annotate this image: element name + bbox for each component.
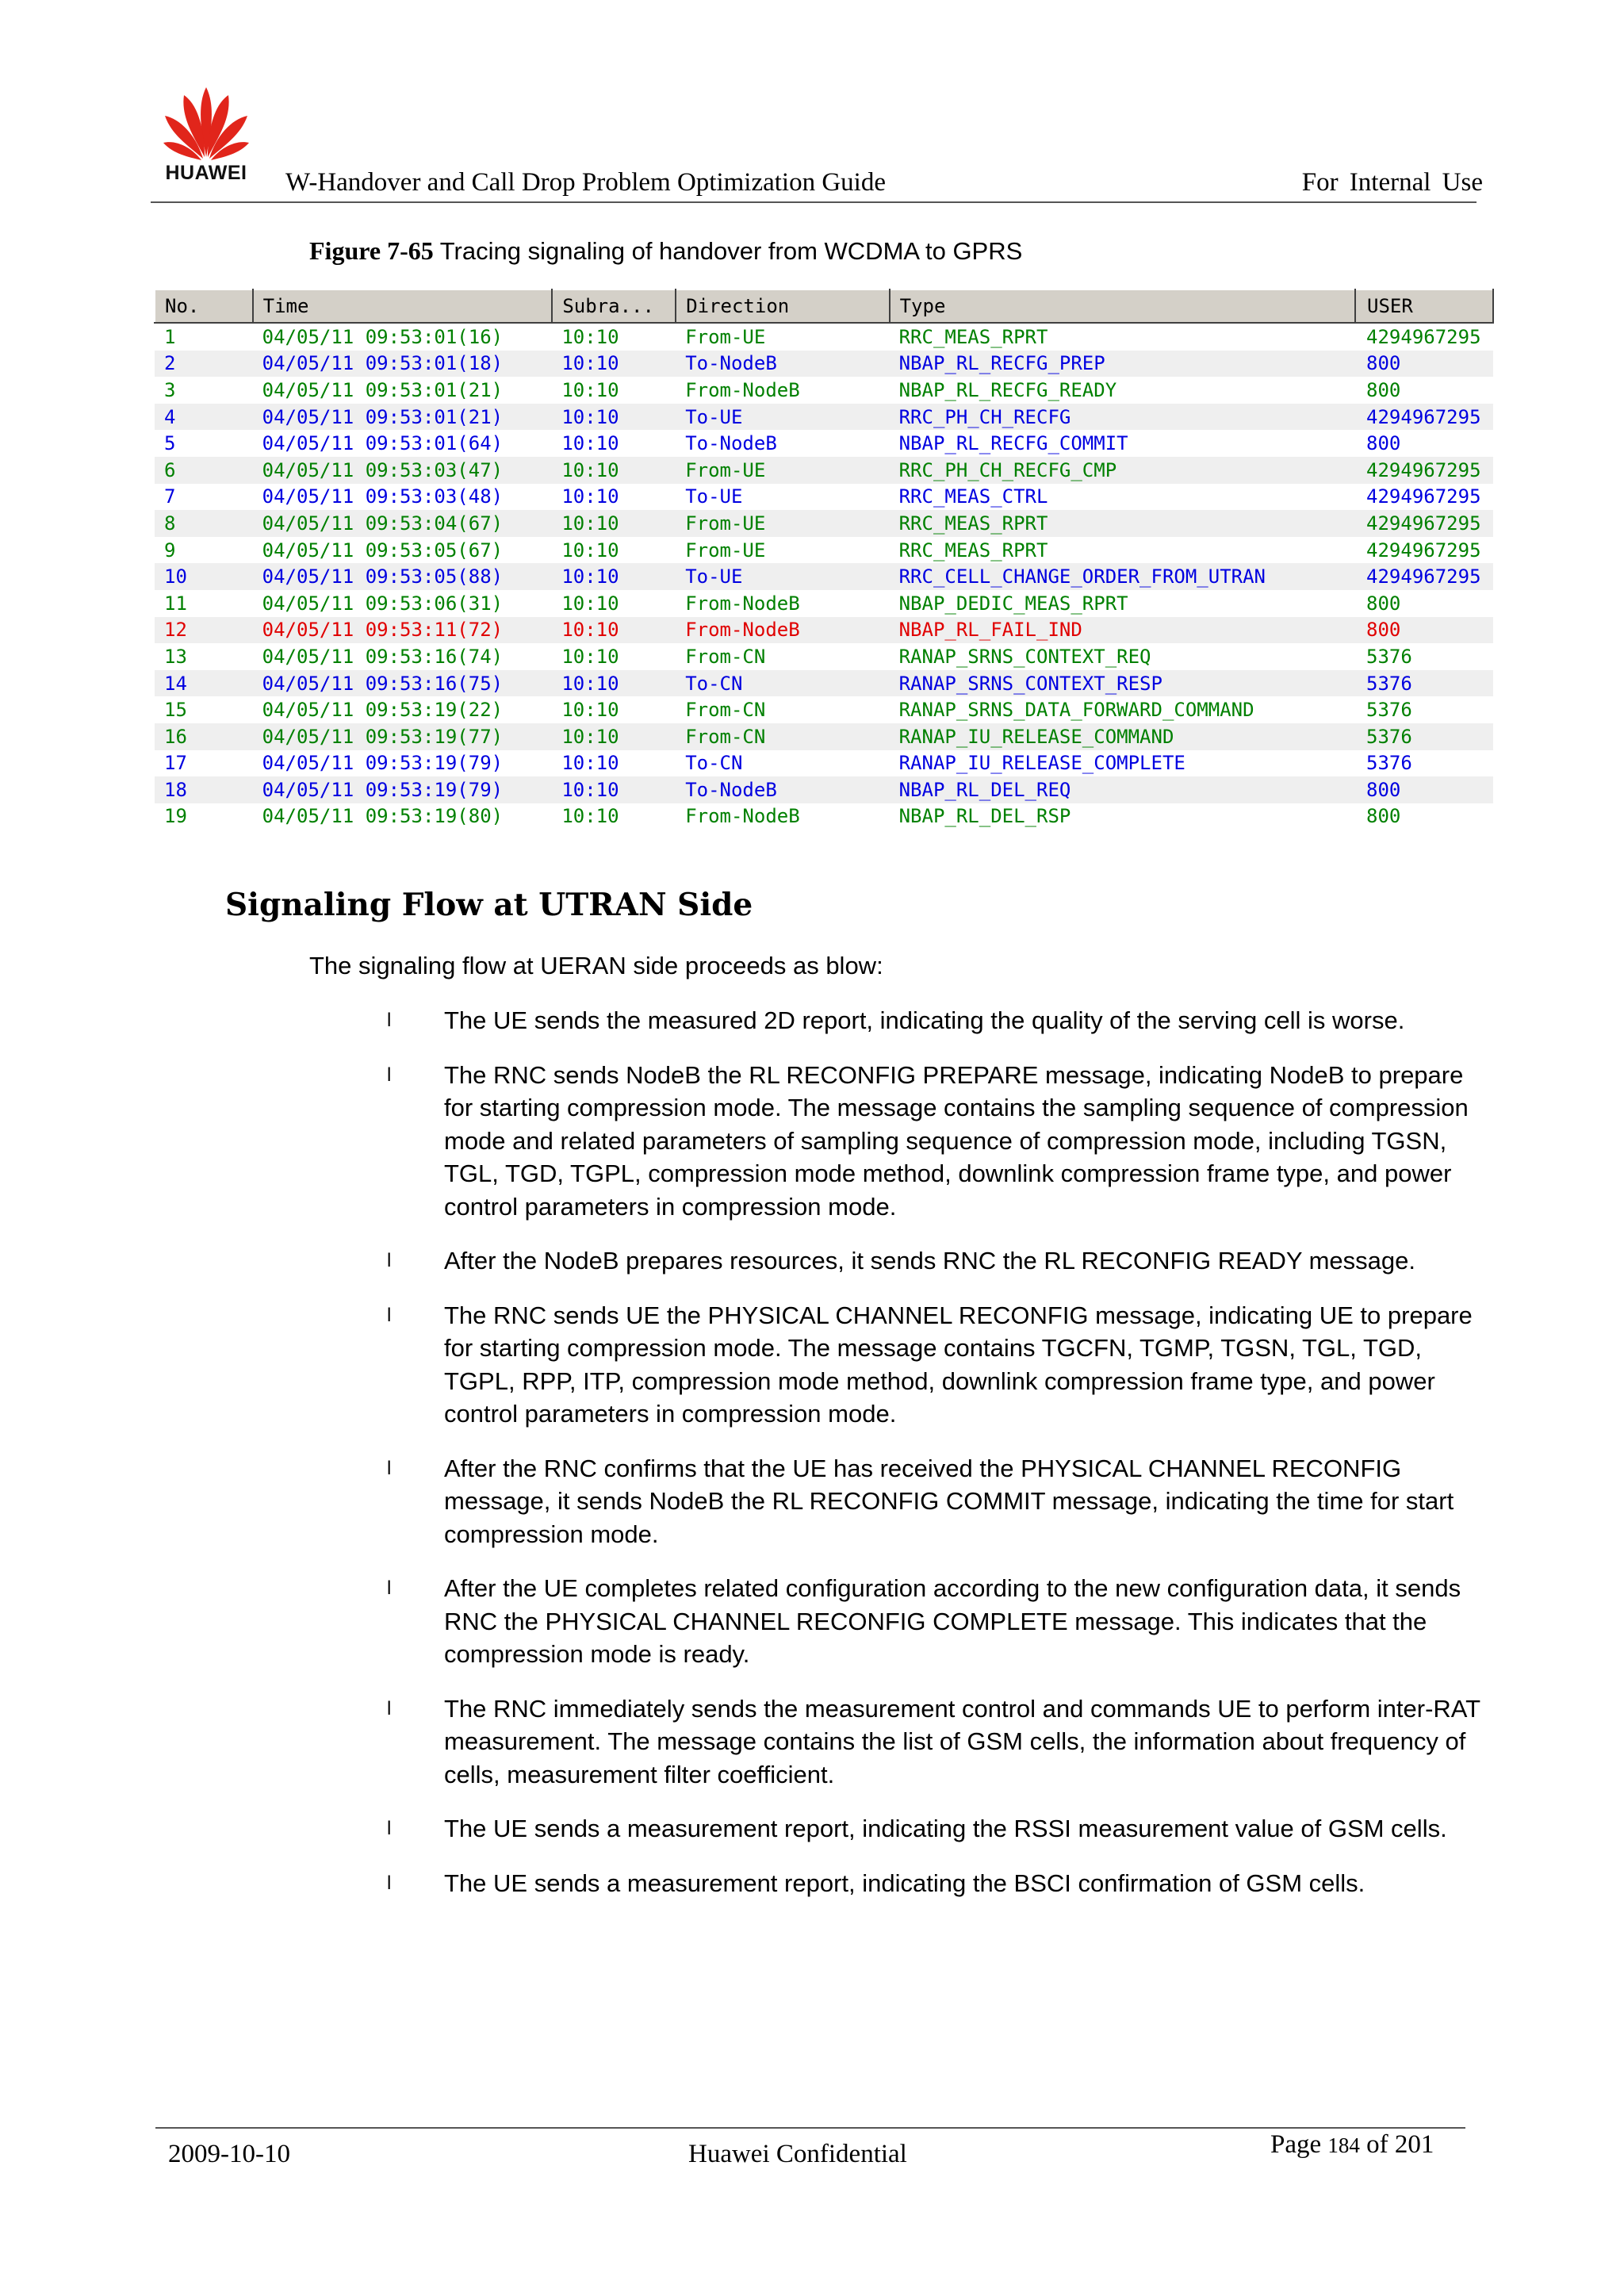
cell-direction: To-NodeB (685, 432, 777, 455)
cell-direction: From-CN (685, 699, 766, 722)
cell-no: 19 (164, 805, 187, 828)
bullet-mark: l (387, 1872, 392, 1894)
table-row[interactable] (155, 484, 1493, 511)
signaling-trace-table (154, 289, 1494, 830)
bullet-mark: l (387, 1697, 392, 1719)
cell-user: 5376 (1355, 723, 1493, 750)
cell-subrack: 10:10 (552, 404, 676, 431)
cell-no: 8 (155, 510, 253, 537)
cell-subrack: 10:10 (561, 432, 619, 455)
page-header (151, 79, 1483, 203)
table-row[interactable] (155, 803, 1493, 830)
list-item-text: The UE sends the measured 2D report, indicating the quality of the serving cell is worse. (444, 1006, 1405, 1034)
cell-direction: From-NodeB (676, 617, 889, 644)
cell-type: RRC_MEAS_CTRL (898, 485, 1048, 508)
cell-no: 18 (155, 776, 253, 803)
cell-user: 4294967295 (1366, 325, 1481, 348)
cell-subrack: 10:10 (552, 351, 676, 378)
cell-time: 04/05/11 09:53:01(21) (262, 378, 504, 401)
cell-subrack: 10:10 (561, 325, 619, 348)
footer-divider (155, 2127, 1465, 2129)
column-header-subrack[interactable]: Subra... (552, 289, 676, 323)
cell-user: 800 (1366, 378, 1401, 401)
table-header-row (155, 289, 1493, 323)
cell-type: NBAP_RL_DEL_RSP (898, 805, 1071, 828)
cell-time: 04/05/11 09:53:03(48) (262, 485, 504, 508)
list-item-text: The RNC sends NodeB the RL RECONFIG PREPARE message, indicating NodeB to prepare for starting compression mode. The message contains the sampling sequence of compression mode and related parameters of sampling sequence of compression mode, including TGSN, TGL, TGD, TGPL, compression mode method, downlink compression frame type, and power control parameters in compression mode. (444, 1060, 1469, 1221)
document-title: W-Handover and Call Drop Problem Optimization Guide (285, 168, 887, 197)
list-item (381, 1452, 1491, 1551)
cell-type: RANAP_SRNS_DATA_FORWARD_COMMAND (898, 699, 1254, 722)
cell-user: 5376 (1366, 645, 1412, 668)
cell-direction: To-NodeB (676, 351, 889, 378)
cell-direction: To-CN (676, 670, 889, 697)
page-prefix: Page (1270, 2130, 1328, 2159)
column-header-time[interactable]: Time (253, 289, 553, 323)
cell-direction: From-CN (676, 723, 889, 750)
cell-type: RANAP_IU_RELEASE_COMMAND (890, 723, 1355, 750)
cell-time: 04/05/11 09:53:01(64) (262, 432, 504, 455)
list-item (381, 1692, 1491, 1792)
cell-time: 04/05/11 09:53:19(80) (262, 805, 504, 828)
cell-type: RANAP_SRNS_CONTEXT_REQ (898, 645, 1151, 668)
cell-subrack: 10:10 (552, 617, 676, 644)
table-row[interactable] (155, 404, 1493, 431)
cell-subrack: 10:10 (552, 723, 676, 750)
cell-type: RRC_MEAS_RPRT (890, 510, 1355, 537)
cell-no: 1 (164, 325, 176, 348)
cell-subrack: 10:10 (552, 510, 676, 537)
logo-wordmark: HUAWEI (165, 162, 247, 184)
cell-type: RRC_MEAS_RPRT (898, 325, 1048, 348)
cell-user: 800 (1355, 351, 1493, 378)
list-item-text: The RNC immediately sends the measurement control and commands UE to perform inter-RAT measurement. The message contains the list of GSM cells, the information about frequency of cells, measurement filter coefficient. (444, 1694, 1480, 1788)
table-body (155, 323, 1493, 830)
cell-direction: From-CN (685, 645, 766, 668)
column-header-user[interactable]: USER (1355, 289, 1493, 323)
cell-user: 800 (1355, 617, 1493, 644)
cell-no: 6 (155, 457, 253, 484)
cell-direction: From-UE (685, 325, 766, 348)
column-header-direction[interactable]: Direction (676, 289, 889, 323)
cell-direction: From-UE (676, 457, 889, 484)
cell-type: NBAP_RL_RECFG_READY (898, 378, 1117, 401)
cell-no: 17 (164, 752, 187, 775)
cell-type: NBAP_RL_DEL_REQ (890, 776, 1355, 803)
cell-no: 2 (155, 351, 253, 378)
footer-page-number (1270, 2130, 1434, 2160)
cell-user: 5376 (1366, 699, 1412, 722)
cell-direction: From-UE (676, 510, 889, 537)
cell-no: 15 (164, 699, 187, 722)
cell-time: 04/05/11 09:53:19(79) (253, 776, 553, 803)
cell-time: 04/05/11 09:53:06(31) (262, 592, 504, 615)
cell-direction: From-NodeB (685, 592, 800, 615)
section-heading: Signaling Flow at UTRAN Side (225, 887, 753, 923)
cell-user: 800 (1366, 592, 1401, 615)
cell-no: 3 (164, 378, 176, 401)
list-item-text: The RNC sends UE the PHYSICAL CHANNEL RECONFIG message, indicating UE to prepare for starting compression mode. The message contains TGCFN, TGMP, TGSN, TGL, TGD, TGPL, RPP, ITP, compression mode method, downlink compression frame type, and power control parameters in compression mode. (444, 1301, 1473, 1428)
cell-no: 16 (155, 723, 253, 750)
signaling-steps-list (381, 1004, 1491, 1921)
cell-subrack: 10:10 (552, 670, 676, 697)
cell-direction: To-NodeB (676, 776, 889, 803)
cell-type: RRC_PH_CH_RECFG (890, 404, 1355, 431)
table-row[interactable] (155, 510, 1493, 537)
list-item (381, 1004, 1491, 1037)
cell-user: 5376 (1366, 752, 1412, 775)
cell-user: 4294967295 (1355, 510, 1493, 537)
huawei-petals-icon (162, 84, 251, 160)
cell-user: 4294967295 (1355, 404, 1493, 431)
cell-direction: To-CN (685, 752, 743, 775)
table-row[interactable] (155, 563, 1493, 590)
cell-type: RRC_MEAS_RPRT (898, 539, 1048, 562)
cell-time: 04/05/11 09:53:03(47) (253, 457, 553, 484)
cell-subrack: 10:10 (552, 457, 676, 484)
table-row[interactable] (155, 457, 1493, 484)
table-row[interactable] (155, 723, 1493, 750)
cell-user: 5376 (1355, 670, 1493, 697)
page-middle: of (1359, 2130, 1395, 2159)
list-item (381, 1299, 1491, 1431)
page-total: 201 (1394, 2130, 1434, 2159)
bullet-mark: l (387, 1250, 392, 1271)
table-row[interactable] (155, 537, 1493, 564)
bullet-mark: l (387, 1457, 392, 1479)
cell-direction: To-UE (685, 485, 743, 508)
cell-type: RANAP_IU_RELEASE_COMPLETE (898, 752, 1185, 775)
cell-no: 9 (164, 539, 176, 562)
cell-type: NBAP_RL_RECFG_COMMIT (898, 432, 1128, 455)
cell-time: 04/05/11 09:53:19(22) (262, 699, 504, 722)
cell-time: 04/05/11 09:53:01(16) (262, 325, 504, 348)
cell-subrack: 10:10 (561, 645, 619, 668)
list-item (381, 1244, 1491, 1278)
cell-type: NBAP_RL_RECFG_PREP (890, 351, 1355, 378)
cell-no: 4 (155, 404, 253, 431)
cell-subrack: 10:10 (561, 539, 619, 562)
figure-caption-text: Tracing signaling of handover from WCDMA to GPRS (433, 237, 1023, 265)
table-row[interactable] (155, 750, 1493, 777)
cell-subrack: 10:10 (561, 805, 619, 828)
column-header-type[interactable]: Type (890, 289, 1355, 323)
table-row[interactable] (155, 643, 1493, 670)
list-item-text: The UE sends a measurement report, indicating the BSCI confirmation of GSM cells. (444, 1869, 1365, 1897)
bullet-mark: l (387, 1304, 392, 1326)
section-intro: The signaling flow at UERAN side proceeds as blow: (309, 952, 883, 979)
cell-subrack: 10:10 (561, 592, 619, 615)
cell-user: 4294967295 (1366, 539, 1481, 562)
table-row[interactable] (155, 377, 1493, 404)
cell-no: 5 (164, 432, 176, 455)
cell-no: 10 (155, 563, 253, 590)
classification-label: For Internal Use (1301, 168, 1483, 197)
page-current: 184 (1327, 2133, 1360, 2157)
cell-direction: From-NodeB (685, 805, 800, 828)
huawei-logo (151, 84, 262, 195)
list-item-text: After the UE completes related configuration according to the new configuration data, it sends RNC the PHYSICAL CHANNEL RECONFIG COMPLETE message. This indicates that the compression mode is ready. (444, 1574, 1461, 1668)
cell-time: 04/05/11 09:53:16(74) (262, 645, 504, 668)
header-divider (151, 201, 1477, 203)
cell-direction: To-UE (676, 563, 889, 590)
cell-type: RRC_PH_CH_RECFG_CMP (890, 457, 1355, 484)
table-row[interactable] (155, 776, 1493, 803)
cell-no: 7 (164, 485, 176, 508)
cell-no: 13 (164, 645, 187, 668)
table-row[interactable] (155, 430, 1493, 457)
list-item (381, 1059, 1491, 1224)
cell-time: 04/05/11 09:53:11(72) (253, 617, 553, 644)
cell-type: NBAP_RL_FAIL_IND (890, 617, 1355, 644)
table-row[interactable] (155, 351, 1493, 378)
table-row[interactable] (155, 323, 1493, 351)
footer-date: 2009-10-10 (168, 2140, 290, 2168)
cell-time: 04/05/11 09:53:16(75) (253, 670, 553, 697)
cell-subrack: 10:10 (561, 752, 619, 775)
cell-subrack: 10:10 (552, 563, 676, 590)
cell-subrack: 10:10 (561, 699, 619, 722)
list-item (381, 1572, 1491, 1671)
cell-time: 04/05/11 09:53:01(18) (253, 351, 553, 378)
table-row[interactable] (155, 617, 1493, 644)
list-item (381, 1812, 1491, 1846)
cell-no: 12 (155, 617, 253, 644)
cell-type: RRC_CELL_CHANGE_ORDER_FROM_UTRAN (890, 563, 1355, 590)
column-header-no[interactable]: No. (155, 289, 253, 323)
cell-user: 800 (1355, 776, 1493, 803)
cell-type: NBAP_DEDIC_MEAS_RPRT (898, 592, 1128, 615)
list-item-text: After the RNC confirms that the UE has received the PHYSICAL CHANNEL RECONFIG message, it sends NodeB the RL RECONFIG COMMIT message, indicating the time for start compression mode. (444, 1454, 1454, 1548)
cell-direction: To-UE (676, 404, 889, 431)
figure-caption (309, 236, 1022, 266)
cell-user: 4294967295 (1355, 457, 1493, 484)
table-row[interactable] (155, 590, 1493, 617)
list-item (381, 1867, 1491, 1900)
cell-time: 04/05/11 09:53:05(67) (262, 539, 504, 562)
list-item-text: After the NodeB prepares resources, it sends RNC the RL RECONFIG READY message. (444, 1247, 1415, 1274)
cell-time: 04/05/11 09:53:19(77) (253, 723, 553, 750)
cell-subrack: 10:10 (561, 378, 619, 401)
table-row[interactable] (155, 696, 1493, 723)
cell-time: 04/05/11 09:53:04(67) (253, 510, 553, 537)
figure-number: Figure 7-65 (309, 236, 434, 265)
cell-no: 14 (155, 670, 253, 697)
cell-user: 4294967295 (1366, 485, 1481, 508)
cell-direction: From-UE (685, 539, 766, 562)
table-row[interactable] (155, 670, 1493, 697)
cell-user: 800 (1366, 805, 1401, 828)
cell-user: 800 (1366, 432, 1401, 455)
cell-subrack: 10:10 (561, 485, 619, 508)
cell-time: 04/05/11 09:53:05(88) (253, 563, 553, 590)
cell-time: 04/05/11 09:53:19(79) (262, 752, 504, 775)
bullet-mark: l (387, 1010, 392, 1031)
list-item-text: The UE sends a measurement report, indicating the RSSI measurement value of GSM cells. (444, 1815, 1447, 1842)
cell-direction: From-NodeB (685, 378, 800, 401)
cell-user: 4294967295 (1355, 563, 1493, 590)
bullet-mark: l (387, 1818, 392, 1839)
cell-no: 11 (164, 592, 187, 615)
footer-confidential: Huawei Confidential (688, 2140, 907, 2168)
bullet-mark: l (387, 1064, 392, 1086)
bullet-mark: l (387, 1577, 392, 1599)
cell-subrack: 10:10 (552, 776, 676, 803)
cell-type: RANAP_SRNS_CONTEXT_RESP (890, 670, 1355, 697)
cell-time: 04/05/11 09:53:01(21) (253, 404, 553, 431)
